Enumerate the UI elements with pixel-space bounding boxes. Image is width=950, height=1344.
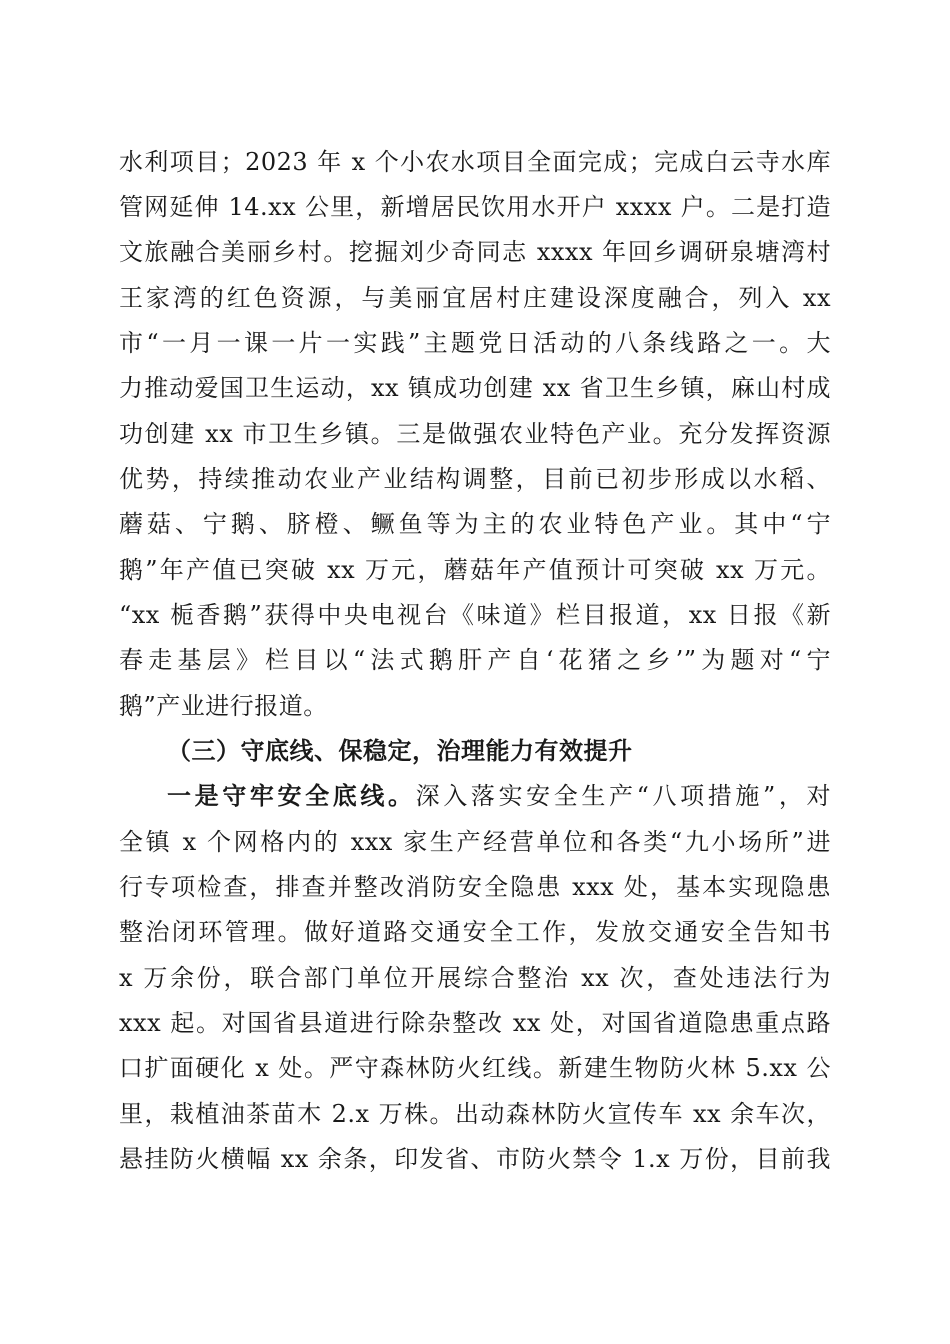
paragraph-line: 功创建 xx 市卫生乡镇。三是做强农业特色产业。充分发挥资源: [119, 420, 831, 448]
section-heading: （三）守底线、保稳定，治理能力有效提升: [167, 736, 633, 765]
paragraph-line: 管网延伸 14.xx 公里，新增居民饮用水开户 xxxx 户。二是打造: [119, 193, 831, 221]
paragraph-line: 鹅”产业进行报道。: [119, 692, 328, 720]
paragraph-line: 鹅”年产值已突破 xx 万元，蘑菇年产值预计可突破 xx 万元。: [119, 556, 831, 584]
paragraph-first-rest: 深入落实安全生产“八项措施”，对: [415, 782, 831, 810]
paragraph-line: 王家湾的红色资源，与美丽宜居村庄建设深度融合，列入 xx: [119, 284, 831, 312]
paragraph-lead: 一是守牢安全底线。: [167, 781, 416, 810]
paragraph-line: x 万余份，联合部门单位开展综合整治 xx 次，查处违法行为: [119, 964, 831, 992]
paragraph-line: 市“一月一课一片一实践”主题党日活动的八条线路之一。大: [119, 329, 831, 357]
paragraph-line: 水利项目；2023 年 x 个小农水项目全面完成；完成白云寺水库: [119, 148, 831, 176]
paragraph-line: 全镇 x 个网格内的 xxx 家生产经营单位和各类“九小场所”进: [119, 828, 831, 856]
paragraph-line: 优势，持续推动农业产业结构调整，目前已初步形成以水稻、: [119, 465, 831, 493]
paragraph-line: 文旅融合美丽乡村。挖掘刘少奇同志 xxxx 年回乡调研泉塘湾村: [119, 238, 831, 266]
paragraph-line: “xx 栀香鹅”获得中央电视台《味道》栏目报道，xx 日报《新: [119, 601, 831, 629]
paragraph-line: 里，栽植油茶苗木 2.x 万株。出动森林防火宣传车 xx 余车次，: [119, 1100, 831, 1128]
paragraph-line: 蘑菇、宁鹅、脐橙、鳜鱼等为主的农业特色产业。其中“宁: [119, 510, 831, 538]
paragraph-line: 力推动爱国卫生运动，xx 镇成功创建 xx 省卫生乡镇，麻山村成: [119, 374, 831, 402]
paragraph-line: 行专项检查，排查并整改消防安全隐患 xxx 处，基本实现隐患: [119, 873, 831, 901]
paragraph-line: 整治闭环管理。做好道路交通安全工作，发放交通安全告知书: [119, 918, 831, 946]
paragraph-line: 悬挂防火横幅 xx 余条，印发省、市防火禁令 1.x 万份，目前我: [119, 1145, 831, 1173]
paragraph-line: [167, 776, 831, 816]
paragraph-line: 口扩面硬化 x 处。严守森林防火红线。新建生物防火林 5.xx 公: [119, 1054, 831, 1082]
paragraph-line: xxx 起。对国省县道进行除杂整改 xx 处，对国省道隐患重点路: [119, 1009, 831, 1037]
paragraph-line: 春走基层》栏目以“法式鹅肝产自‘花猪之乡’”为题对“宁: [119, 646, 831, 674]
